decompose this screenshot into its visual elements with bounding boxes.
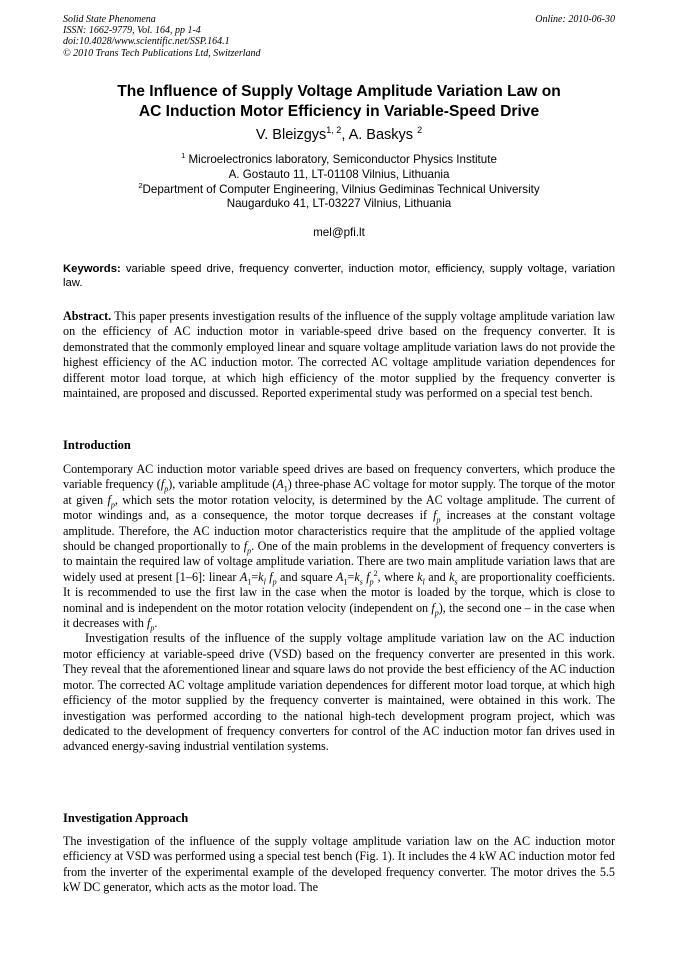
var-f: f — [160, 477, 165, 492]
journal-header — [63, 14, 261, 59]
affiliations — [40, 153, 638, 212]
var-p: p — [436, 515, 441, 525]
var-k: k — [258, 569, 264, 584]
abstract-label: Abstract. — [63, 309, 112, 323]
var-p: p — [164, 484, 169, 494]
affiliation-1 — [40, 153, 638, 168]
affil-2-line-2: Naugarduko 41, LT-03227 Vilnius, Lithuania — [226, 197, 452, 211]
approach-body — [63, 834, 615, 896]
affil-2-line-1: Department of Computer Engineering, Vilnius Gediminas Technical University — [142, 182, 540, 196]
var-l: l — [263, 577, 266, 587]
var-s: s — [454, 577, 458, 587]
exp-2: 2 — [373, 568, 378, 578]
var-l: l — [422, 577, 425, 587]
keywords-text: variable speed drive, frequency converter, induction motor, efficiency, supply voltage, variation law. — [63, 263, 615, 289]
affil-1-line-2: A. Gostauto 11, LT-01108 Vilnius, Lithuania — [228, 167, 450, 181]
author-1-affil: 1, 2 — [326, 125, 342, 136]
author-1: V. Bleizgys — [255, 127, 327, 143]
title-line-1: The Influence of Supply Voltage Amplitude Variation Law on — [117, 83, 561, 100]
var-f: f — [146, 616, 151, 631]
intro-text: , where — [377, 569, 418, 584]
var-f: f — [431, 600, 435, 615]
journal-name: Solid State Phenomena — [63, 14, 156, 25]
intro-text: ) three-phase AC voltage for motor supply. The torque of the motor at given — [63, 477, 615, 507]
affil-1-mark: 1 — [181, 151, 186, 161]
intro-text: . — [154, 616, 158, 631]
keywords-label: Keywords: — [63, 263, 121, 275]
var-k: k — [354, 569, 360, 584]
var-1: 1 — [343, 577, 348, 587]
author-list — [40, 126, 638, 144]
title-line-2: AC Induction Motor Efficiency in Variable-Speed Drive — [138, 103, 540, 120]
var-p: p — [150, 623, 155, 633]
var-f: f — [269, 569, 273, 584]
var-f: f — [433, 508, 437, 523]
intro-text: . One of the main problems in the development of frequency converters is to maintain the required law of voltage amplitude variation. There are two main amplitude variation laws that are widely used at present [1–6]: linear — [63, 539, 615, 584]
author-2: A. Baskys — [348, 127, 414, 143]
copyright-line: © 2010 Trans Tech Publications Ltd, Switzerland — [63, 47, 261, 59]
var-k: k — [417, 569, 423, 584]
abstract — [63, 309, 615, 401]
var-p: p — [272, 577, 277, 587]
intro-text: increases at the constant voltage amplitude. Therefore, the AC induction motor characteristics require that the amplitude of the applied voltage should be changed proportionally to — [63, 508, 616, 554]
contact-email[interactable]: mel@pfi.lt — [313, 226, 365, 239]
approach-paragraph: The investigation of the influence of the supply voltage amplitude variation law on the AC induction motor efficiency at VSD was performed using a special test bench (Fig. 1). It includes the 4 kW AC induction motor fed from the inverter of the experimental example of the developed frequency converter. The motor drives the 5.5 kW DC generator, which acts as the motor load. The — [63, 834, 615, 895]
eq-sign: = — [251, 569, 259, 584]
intro-paragraph-1 — [63, 462, 615, 631]
keywords — [63, 262, 615, 290]
author-2-affil: 2 — [417, 125, 423, 136]
affiliation-2 — [40, 180, 638, 198]
online-date: Online: 2010-06-30 — [535, 14, 615, 25]
section-heading-introduction: Introduction — [63, 438, 131, 452]
intro-text: and square — [276, 569, 337, 584]
paper-title — [40, 82, 638, 122]
var-p: p — [110, 500, 115, 510]
var-s: s — [359, 577, 363, 587]
author-separator: , — [341, 127, 349, 143]
var-p: p — [247, 546, 252, 556]
introduction-body — [63, 462, 615, 755]
var-f: f — [366, 569, 370, 584]
doi-line: doi:10.4028/www.scientific.net/SSP.164.1 — [63, 36, 230, 48]
var-k: k — [449, 569, 455, 584]
var-1: 1 — [283, 484, 288, 494]
var-p: p — [369, 577, 374, 587]
var-a: A — [336, 569, 344, 584]
issn-line: ISSN: 1662-9779, Vol. 164, pp 1-4 — [63, 25, 201, 37]
affil-1-line-1: Microelectronics laboratory, Semiconductor Physics Institute — [185, 153, 497, 166]
var-1: 1 — [247, 577, 252, 587]
intro-text: Contemporary AC induction motor variable speed drives are based on frequency converters, which produce the variable frequency ( — [63, 462, 615, 492]
abstract-text: This paper presents investigation results of the influence of the supply voltage amplitude variation law on the efficiency of AC induction motor in variable-speed drive based on the frequency converter. It is demonstrated that the commonly employed linear and square voltage amplitude variation laws do not provide the highest efficiency of the AC induction motor. The corrected AC voltage amplitude variation dependences for different motor load torque, at which high efficiency of the motor supplied by the frequency converter is maintained, are proposed and discussed. Reported experimental study was performed on a special test bench. — [63, 309, 615, 401]
intro-text: ), the second one – in the case when it decreases with — [63, 600, 615, 631]
intro-text: , which sets the motor rotation velocity, is determined by the AC voltage amplitude. The current of motor windings and, as a consequence, the motor torque decreases if — [63, 492, 615, 523]
var-f: f — [243, 539, 248, 554]
intro-text: are proportionality coefficients. It is recommended to use the first law in the case when the motor is loaded by the torque, which is close to nominal and is independent on the motor rotation velocity (independent on — [63, 569, 615, 615]
section-heading-approach: Investigation Approach — [63, 811, 189, 825]
var-f: f — [107, 492, 111, 507]
intro-text: and — [424, 569, 450, 584]
var-p: p — [434, 608, 439, 618]
intro-paragraph-2: Investigation results of the influence of the supply voltage amplitude variation law on the AC induction motor efficiency at variable-speed drive (VSD) based on the frequency converter are presented in this work. They reveal that the aforementioned linear and square laws do not provide the best efficiency of the AC induction motor. The corrected AC voltage amplitude variation dependences for different motor load torque, at which high efficiency of the motor supplied by the frequency converter is maintained, were obtained in this work. The investigation was performed according to the national high-tech development program project, which was dedicated to the development of frequency converters for control of the AC induction motor fan drives used in advanced energy-saving industrial ventilation systems. — [63, 631, 615, 754]
var-a: A — [239, 569, 248, 584]
intro-text: ), variable amplitude ( — [168, 477, 277, 492]
var-a: A — [276, 477, 284, 492]
eq-sign: = — [347, 569, 355, 584]
affil-2-mark: 2 — [138, 180, 143, 190]
